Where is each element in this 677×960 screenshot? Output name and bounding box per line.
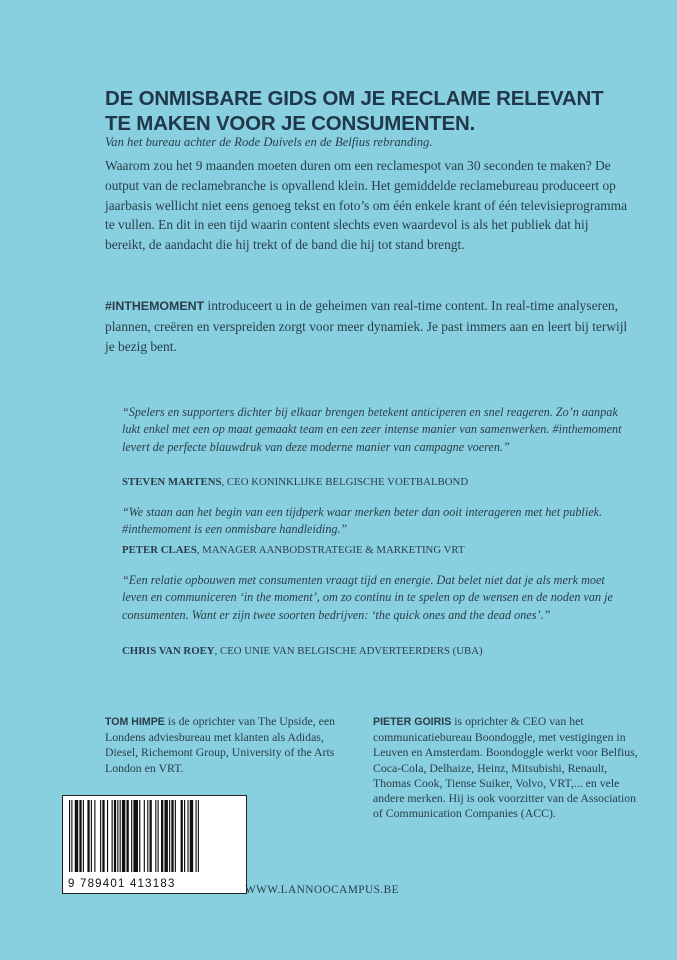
barcode-bar	[83, 800, 84, 872]
quote-2-name: PETER CLAES	[122, 544, 197, 556]
barcode-bar	[112, 800, 113, 872]
barcode-bar	[133, 800, 138, 872]
quote-1-name: STEVEN MARTENS	[122, 476, 222, 488]
barcode-bar	[100, 800, 101, 872]
barcode-bar	[102, 800, 104, 872]
author-bio-text: is de oprichter van The Upside, een Londens adviesbureau met klanten als Adidas, Diesel, Richemont Group, University of the Arts London en VRT.	[105, 714, 335, 775]
author-bio-text: is oprichter & CEO van het communicatiebureau Boondoggle, met vestigingen in Leuven en Amsterdam. Boondoggle werkt voor Belfius, Coca-Cola, Delhaize, Heinz, Mitsubishi, Renault, Thomas Cook, Tiense Suiker, Volvo, VRT,... en vele andere merken. Hij is ook voorzitter van de Association of Communication Companies (ACC).	[373, 714, 638, 821]
barcode-bar	[107, 800, 108, 872]
barcode-bar	[79, 800, 81, 872]
quote-2-role: , MANAGER AANBODSTRATEGIE & MARKETING VRT	[196, 544, 465, 556]
author-bio-tom-himpe	[105, 714, 350, 776]
barcode-bar	[184, 800, 185, 872]
barcode-bar	[122, 800, 125, 872]
hashtag-title: #INTHEMOMENT	[105, 299, 205, 313]
barcode-bars	[69, 800, 242, 872]
barcode-bar	[69, 800, 70, 872]
author-name: TOM HIMPE	[105, 716, 165, 728]
isbn-barcode	[62, 795, 247, 894]
barcode-bar	[94, 800, 95, 872]
quote-1-role: , CEO KONINKLIJKE BELGISCHE VOETBALBOND	[221, 476, 469, 488]
author-bio-pieter-goiris	[373, 714, 643, 821]
barcode-digits: 9 789401 413183	[68, 878, 176, 890]
barcode-bar	[87, 800, 89, 872]
headline	[105, 86, 645, 136]
barcode-bar	[75, 800, 78, 872]
barcode-bar	[169, 800, 170, 872]
barcode-bar	[144, 800, 145, 872]
barcode-bar	[164, 800, 167, 872]
quote-1: “Spelers en supporters dichter bij elkaar brengen betekent anticiperen en snel reageren. Zo’n aanpak lukt enkel met een op maat gemaakt team en een zeer intense manier van samenwerken. #inthemoment levert de perfecte blauwdruk van deze moderne manier van campagne voeren.”	[122, 405, 622, 454]
quote-3-role: , CEO UNIE VAN BELGISCHE ADVERTEERDERS (UBA)	[214, 645, 483, 657]
barcode-bar	[127, 800, 129, 872]
barcode-bar	[114, 800, 116, 872]
publisher-website: WWW.LANNOOCAMPUS.BE	[245, 884, 399, 896]
quote-2-attribution	[122, 543, 622, 557]
quote-2: “We staan aan het begin van een tijdperk waar merken beter dan ooit interageren met het publiek. #inthemoment is een onmisbare handleiding.”	[122, 505, 603, 537]
barcode-bar	[196, 800, 197, 872]
quote-3-name: CHRIS VAN ROEY	[122, 645, 215, 657]
quote-3-attribution	[122, 644, 622, 658]
barcode-bar	[131, 800, 132, 872]
barcode-bar	[161, 800, 163, 872]
quote-3: “Een relatie opbouwen met consumenten vraagt tijd en energie. Dat belet niet dat je als merk moet leven en communiceren ‘in the moment’, om zo continu in te spelen op de wensen en de noden van je consumenten. Want er zijn twee soorten bedrijven: ‘the quick ones and the dead ones’.”	[122, 573, 613, 622]
barcode-bar	[190, 800, 193, 872]
barcode-bar	[187, 800, 188, 872]
barcode-bar	[71, 800, 72, 872]
barcode-bar	[175, 800, 176, 872]
headline-line-2: TE MAKEN VOOR JE CONSUMENTEN.	[105, 112, 476, 135]
barcode-bar	[181, 800, 183, 872]
body-paragraph-2-text: introduceert u in de geheimen van real-time content. In real-time analyseren, plannen, creëren en verspreiden zorgt voor meer dynamiek. Je past immers aan en leert bij terwijl je bezig bent.	[105, 298, 628, 354]
quote-1-attribution	[122, 475, 622, 489]
barcode-bar	[120, 800, 121, 872]
barcode-bar	[147, 800, 148, 872]
barcode-bar	[117, 800, 118, 872]
barcode-bar	[150, 800, 152, 872]
barcode-bar	[139, 800, 140, 872]
barcode-bar	[198, 800, 199, 872]
body-paragraph-2	[105, 296, 630, 356]
barcode-bar	[91, 800, 92, 872]
barcode-bar	[158, 800, 159, 872]
barcode-bar	[155, 800, 156, 872]
headline-line-1: DE ONMISBARE GIDS OM JE RECLAME RELEVANT	[105, 87, 604, 110]
author-name: PIETER GOIRIS	[373, 716, 452, 728]
barcode-bar	[171, 800, 173, 872]
subtitle: Van het bureau achter de Rode Duivels en de Belfius rebranding.	[105, 135, 433, 149]
body-paragraph-1: Waarom zou het 9 maanden moeten duren om een reclamespot van 30 seconden te maken? De output van de reclamebranche is opvallend klein. Het gemiddelde reclamebureau produceert op jaarbasis wellicht niet eens genoeg tekst en foto’s om één enkele krant of één televisieprogramma te vullen. En dit in een tijd waarin content slechts even waardevol is als het publiek dat hij bereikt, de aandacht die hij trekt of de band die hij tot stand brengt.	[105, 158, 628, 253]
